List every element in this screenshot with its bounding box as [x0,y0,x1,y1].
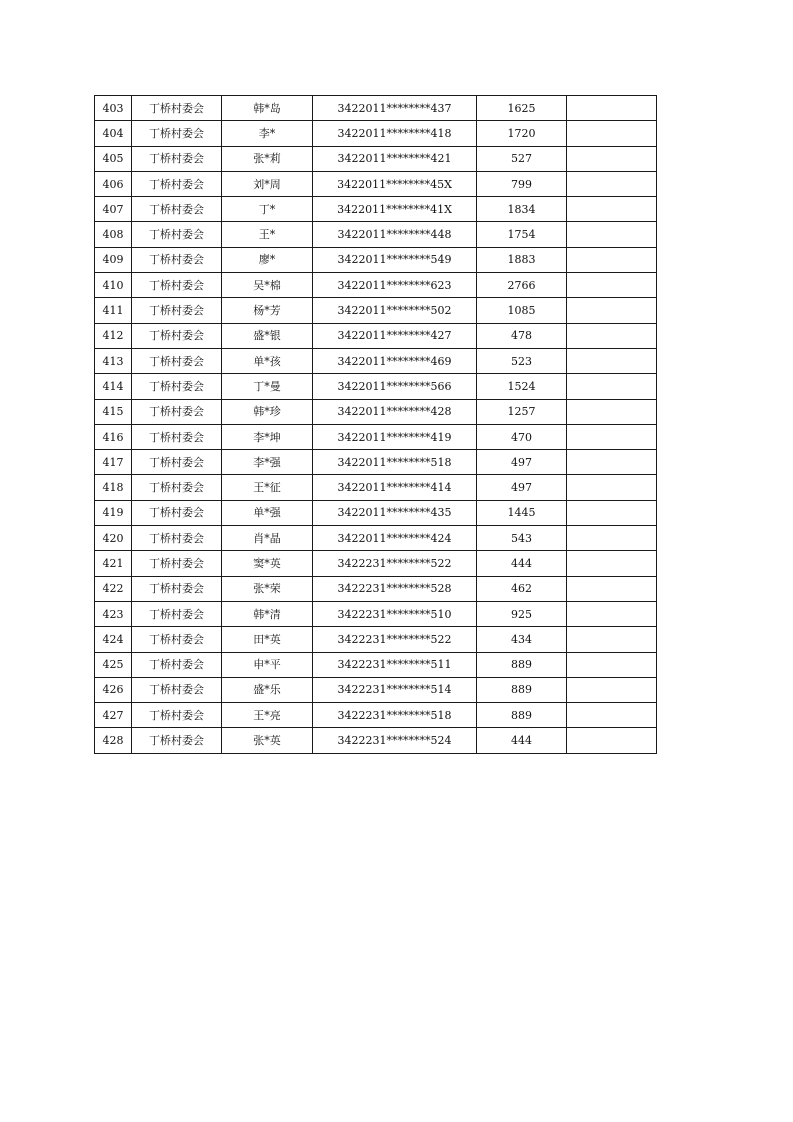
remarks-cell [567,526,657,551]
row-number-cell: 405 [95,146,132,171]
row-number-cell: 420 [95,526,132,551]
table-row [95,298,657,323]
id-number-cell: 3422011********421 [313,146,477,171]
remarks-cell [567,551,657,576]
row-number-cell: 412 [95,323,132,348]
remarks-cell [567,475,657,500]
amount-cell: 889 [477,677,567,702]
table-row [95,576,657,601]
village-committee-cell: 丁桥村委会 [132,348,222,373]
person-name-cell: 盛*银 [222,323,313,348]
person-name-cell: 杨*芳 [222,298,313,323]
village-committee-cell: 丁桥村委会 [132,273,222,298]
remarks-cell [567,450,657,475]
village-committee-cell: 丁桥村委会 [132,121,222,146]
village-committee-cell: 丁桥村委会 [132,197,222,222]
person-name-cell: 吴*棉 [222,273,313,298]
row-number-cell: 410 [95,273,132,298]
table-row [95,424,657,449]
remarks-cell [567,374,657,399]
row-number-cell: 408 [95,222,132,247]
row-number-cell: 416 [95,424,132,449]
person-name-cell: 韩*珍 [222,399,313,424]
person-name-cell: 单*孩 [222,348,313,373]
remarks-cell [567,273,657,298]
row-number-cell: 419 [95,500,132,525]
village-committee-cell: 丁桥村委会 [132,576,222,601]
row-number-cell: 406 [95,171,132,196]
person-name-cell: 张*莉 [222,146,313,171]
person-name-cell: 李* [222,121,313,146]
id-number-cell: 3422011********448 [313,222,477,247]
remarks-cell [567,197,657,222]
village-committee-cell: 丁桥村委会 [132,247,222,272]
village-committee-cell: 丁桥村委会 [132,424,222,449]
id-number-cell: 3422231********528 [313,576,477,601]
person-name-cell: 丁*曼 [222,374,313,399]
remarks-cell [567,500,657,525]
id-number-cell: 3422011********502 [313,298,477,323]
table-row [95,551,657,576]
village-committee-cell: 丁桥村委会 [132,399,222,424]
table-row [95,728,657,753]
row-number-cell: 407 [95,197,132,222]
remarks-cell [567,728,657,753]
person-name-cell: 窦*英 [222,551,313,576]
table-row [95,323,657,348]
data-table [94,95,657,754]
id-number-cell: 3422011********419 [313,424,477,449]
remarks-cell [567,348,657,373]
id-number-cell: 3422011********435 [313,500,477,525]
village-committee-cell: 丁桥村委会 [132,450,222,475]
id-number-cell: 3422011********623 [313,273,477,298]
remarks-cell [567,298,657,323]
remarks-cell [567,323,657,348]
person-name-cell: 廖* [222,247,313,272]
village-committee-cell: 丁桥村委会 [132,475,222,500]
amount-cell: 543 [477,526,567,551]
village-committee-cell: 丁桥村委会 [132,652,222,677]
row-number-cell: 422 [95,576,132,601]
amount-cell: 889 [477,703,567,728]
table-row [95,677,657,702]
amount-cell: 1524 [477,374,567,399]
remarks-cell [567,703,657,728]
amount-cell: 462 [477,576,567,601]
table-row [95,601,657,626]
amount-cell: 444 [477,551,567,576]
id-number-cell: 3422011********427 [313,323,477,348]
row-number-cell: 423 [95,601,132,626]
person-name-cell: 刘*周 [222,171,313,196]
amount-cell: 1834 [477,197,567,222]
amount-cell: 470 [477,424,567,449]
amount-cell: 434 [477,627,567,652]
person-name-cell: 韩*清 [222,601,313,626]
village-committee-cell: 丁桥村委会 [132,298,222,323]
id-number-cell: 3422231********524 [313,728,477,753]
row-number-cell: 425 [95,652,132,677]
table-row [95,627,657,652]
village-committee-cell: 丁桥村委会 [132,601,222,626]
id-number-cell: 3422011********469 [313,348,477,373]
id-number-cell: 3422011********566 [313,374,477,399]
village-committee-cell: 丁桥村委会 [132,96,222,121]
table-row [95,703,657,728]
village-committee-cell: 丁桥村委会 [132,374,222,399]
table-row [95,222,657,247]
person-name-cell: 单*强 [222,500,313,525]
table-row [95,247,657,272]
person-name-cell: 盛*乐 [222,677,313,702]
amount-cell: 523 [477,348,567,373]
table-row [95,197,657,222]
id-number-cell: 3422011********414 [313,475,477,500]
row-number-cell: 411 [95,298,132,323]
row-number-cell: 427 [95,703,132,728]
row-number-cell: 403 [95,96,132,121]
row-number-cell: 415 [95,399,132,424]
remarks-cell [567,399,657,424]
row-number-cell: 417 [95,450,132,475]
id-number-cell: 3422011********45X [313,171,477,196]
remarks-cell [567,146,657,171]
table-row [95,450,657,475]
id-number-cell: 3422011********41X [313,197,477,222]
table-row [95,500,657,525]
person-name-cell: 肖*晶 [222,526,313,551]
remarks-cell [567,424,657,449]
table-row [95,374,657,399]
table-row [95,475,657,500]
amount-cell: 1445 [477,500,567,525]
remarks-cell [567,627,657,652]
amount-cell: 1720 [477,121,567,146]
amount-cell: 1257 [477,399,567,424]
person-name-cell: 王* [222,222,313,247]
id-number-cell: 3422231********514 [313,677,477,702]
id-number-cell: 3422011********424 [313,526,477,551]
amount-cell: 2766 [477,273,567,298]
person-name-cell: 李*强 [222,450,313,475]
amount-cell: 1754 [477,222,567,247]
village-committee-cell: 丁桥村委会 [132,551,222,576]
remarks-cell [567,96,657,121]
person-name-cell: 丁* [222,197,313,222]
row-number-cell: 404 [95,121,132,146]
amount-cell: 478 [477,323,567,348]
table-row [95,399,657,424]
table-row [95,273,657,298]
person-name-cell: 王*征 [222,475,313,500]
village-committee-cell: 丁桥村委会 [132,171,222,196]
village-committee-cell: 丁桥村委会 [132,703,222,728]
amount-cell: 1625 [477,96,567,121]
person-name-cell: 张*荣 [222,576,313,601]
remarks-cell [567,222,657,247]
table-row [95,348,657,373]
amount-cell: 799 [477,171,567,196]
remarks-cell [567,247,657,272]
remarks-cell [567,677,657,702]
amount-cell: 497 [477,475,567,500]
amount-cell: 497 [477,450,567,475]
id-number-cell: 3422231********511 [313,652,477,677]
id-number-cell: 3422231********522 [313,551,477,576]
village-committee-cell: 丁桥村委会 [132,526,222,551]
remarks-cell [567,652,657,677]
row-number-cell: 418 [95,475,132,500]
row-number-cell: 428 [95,728,132,753]
village-committee-cell: 丁桥村委会 [132,222,222,247]
table-row [95,526,657,551]
table-row [95,121,657,146]
amount-cell: 889 [477,652,567,677]
id-number-cell: 3422231********522 [313,627,477,652]
amount-cell: 925 [477,601,567,626]
amount-cell: 1085 [477,298,567,323]
table-body [95,96,657,754]
person-name-cell: 韩*岛 [222,96,313,121]
row-number-cell: 413 [95,348,132,373]
id-number-cell: 3422011********518 [313,450,477,475]
row-number-cell: 409 [95,247,132,272]
village-committee-cell: 丁桥村委会 [132,500,222,525]
person-name-cell: 申*平 [222,652,313,677]
person-name-cell: 李*坤 [222,424,313,449]
table-row [95,96,657,121]
id-number-cell: 3422231********518 [313,703,477,728]
remarks-cell [567,601,657,626]
amount-cell: 444 [477,728,567,753]
row-number-cell: 421 [95,551,132,576]
table-row [95,146,657,171]
village-committee-cell: 丁桥村委会 [132,677,222,702]
id-number-cell: 3422011********437 [313,96,477,121]
amount-cell: 1883 [477,247,567,272]
person-name-cell: 王*亮 [222,703,313,728]
id-number-cell: 3422011********428 [313,399,477,424]
village-committee-cell: 丁桥村委会 [132,627,222,652]
id-number-cell: 3422011********418 [313,121,477,146]
amount-cell: 527 [477,146,567,171]
table-row [95,171,657,196]
row-number-cell: 414 [95,374,132,399]
person-name-cell: 田*英 [222,627,313,652]
remarks-cell [567,121,657,146]
id-number-cell: 3422231********510 [313,601,477,626]
village-committee-cell: 丁桥村委会 [132,728,222,753]
village-committee-cell: 丁桥村委会 [132,146,222,171]
row-number-cell: 426 [95,677,132,702]
remarks-cell [567,171,657,196]
id-number-cell: 3422011********549 [313,247,477,272]
row-number-cell: 424 [95,627,132,652]
table-row [95,652,657,677]
remarks-cell [567,576,657,601]
village-committee-cell: 丁桥村委会 [132,323,222,348]
person-name-cell: 张*英 [222,728,313,753]
